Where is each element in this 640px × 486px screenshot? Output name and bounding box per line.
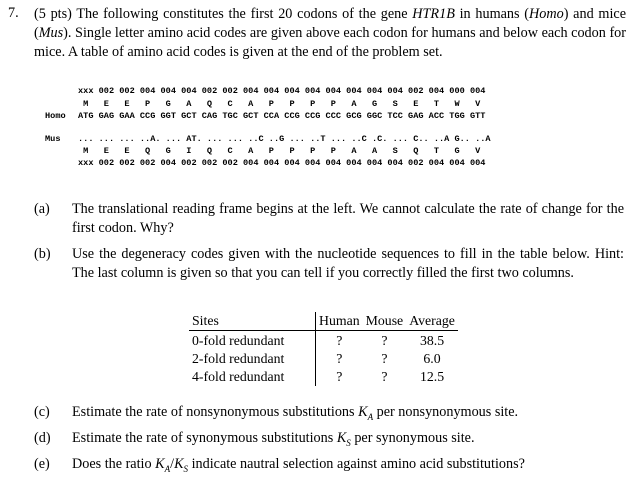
- mouse-value: ?: [381, 351, 388, 366]
- question-b-text: Use the degeneracy codes given with the nucleotide sequences to fill in the table below. Hint: The last column is given so that you can tell if you correctly filled the first two columns.: [72, 246, 624, 281]
- question-e-text: Does the ratio $K_A/K_S$ indicate nautral selection against amino acid substitutions?: [72, 456, 525, 474]
- average-value: 6.0: [423, 351, 441, 366]
- question-c: [34, 403, 634, 423]
- table-row: [189, 368, 458, 386]
- table-row: [189, 350, 458, 368]
- human-label: Homo: [45, 111, 66, 121]
- sites-table: [189, 312, 458, 386]
- question-b: [34, 245, 634, 305]
- question-c-text: Estimate the rate of nonsynonymous substitutions $K_A$ per nonsynonymous site.: [72, 404, 519, 422]
- table-row: [189, 331, 458, 351]
- question-a: [34, 200, 634, 240]
- question-d: [34, 429, 634, 449]
- header-human: Human: [316, 312, 363, 331]
- mouse-value: ?: [381, 369, 388, 384]
- human-value: ?: [336, 369, 343, 384]
- table-header-row: [189, 312, 458, 331]
- problem-intro: (5 pts) The following constitutes the first 20 codons of the gene HTR1B in humans (Homo) and mice (Mus). Single letter amino acid codes are given above each codon for humans and below each codon for mice. A table of amino acid codes is given at the end of the problem set.: [34, 6, 626, 60]
- mouse-label: Mus: [45, 134, 61, 144]
- mouse-amino-acids: M E E Q G I Q C A P P P P A A S Q T G V: [78, 146, 481, 156]
- mouse-sequence: ... ... ... ..A. ... AT. ... ... ..C ..G ... ..T ... ..C .C. ... C.. ..A G.. ..A: [78, 134, 491, 144]
- question-a-label: (a): [34, 201, 50, 217]
- human-value: ?: [336, 333, 343, 348]
- header-sites: Sites: [189, 312, 316, 331]
- question-e: [34, 455, 634, 475]
- question-e-label: (e): [34, 456, 50, 472]
- header-average: Average: [406, 312, 458, 331]
- human-amino-acids: M E E P G A Q C A P P P P A G S E T W V: [78, 99, 481, 109]
- average-value: 38.5: [419, 333, 445, 348]
- question-a-text: The translational reading frame begins at the left. We cannot calculate the rate of change for the first codon. Why?: [72, 201, 624, 236]
- gene-name: HTR1B: [412, 6, 455, 22]
- mouse-value: ?: [381, 333, 388, 348]
- site-type: 2-fold redundant: [189, 350, 316, 368]
- site-type: 0-fold redundant: [189, 331, 316, 351]
- problem-number: 7.: [8, 5, 19, 21]
- question-c-label: (c): [34, 404, 50, 420]
- question-d-label: (d): [34, 430, 51, 446]
- degeneracy-codes-mouse: xxx 002 002 002 004 002 002 002 004 004 004 004 004 004 004 004 002 004 004 004: [78, 158, 486, 168]
- human-sequence: ATG GAG GAA CCG GGT GCT CAG TGC GCT CCA CCG CCG CCC GCG GGC TCC GAG ACC TGG GTT: [78, 111, 486, 121]
- question-b-label: (b): [34, 246, 51, 262]
- degeneracy-codes-human: xxx 002 002 004 004 004 002 002 004 004 004 004 004 004 004 004 002 004 000 004: [78, 86, 486, 96]
- site-type: 4-fold redundant: [189, 368, 316, 386]
- header-mouse: Mouse: [363, 312, 407, 331]
- question-d-text: Estimate the rate of synonymous substitutions $K_S$ per synonymous site.: [72, 430, 475, 448]
- human-value: ?: [336, 351, 343, 366]
- average-value: 12.5: [419, 369, 445, 384]
